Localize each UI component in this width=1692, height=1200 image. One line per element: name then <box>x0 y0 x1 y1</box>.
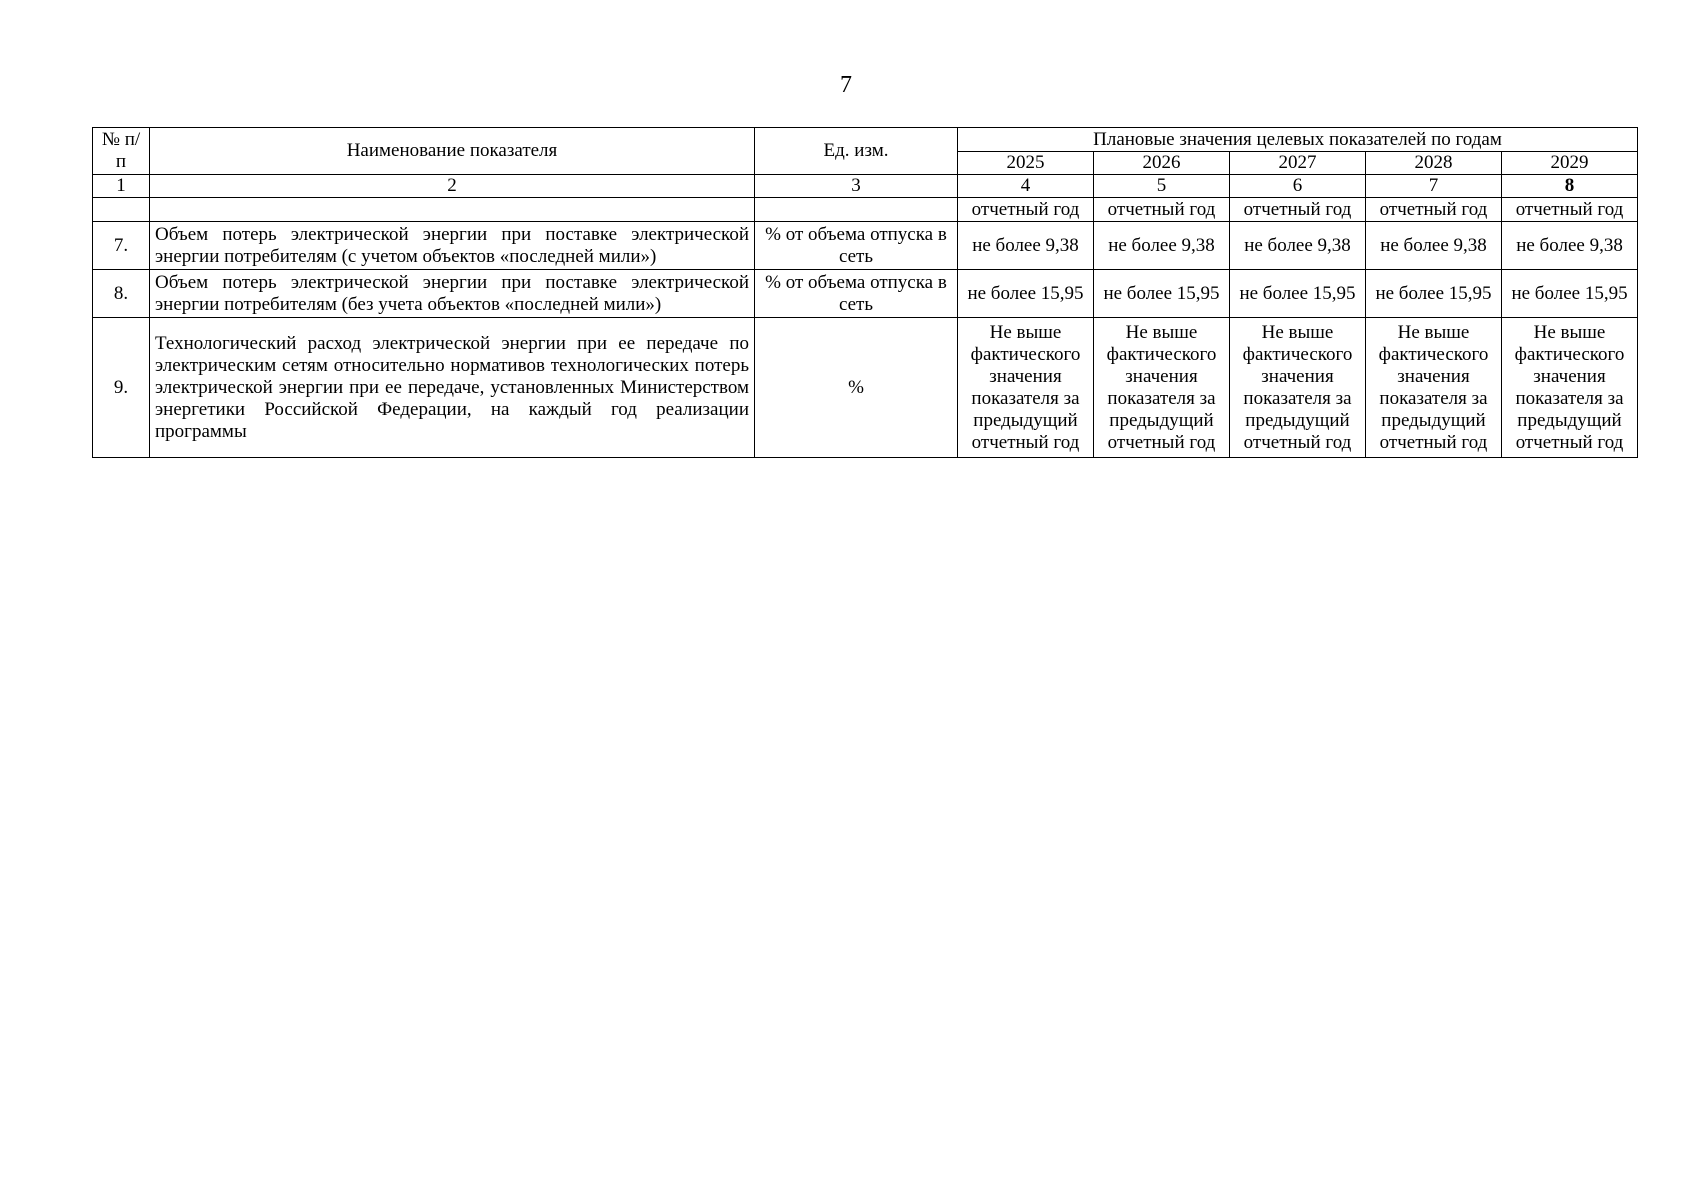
plan-value: не более 9,38 <box>1230 222 1366 270</box>
column-numbers-row <box>93 175 1638 198</box>
plan-value: не более 15,95 <box>1230 270 1366 318</box>
row-number: 8. <box>93 270 150 318</box>
plan-value: не более 15,95 <box>1502 270 1638 318</box>
column-number: 8 <box>1502 175 1638 198</box>
plan-value: Не выше фактического значения показателя за предыдущий отчетный год <box>1094 318 1230 458</box>
header-plan-group: Плановые значения целевых показателей по годам <box>958 128 1638 152</box>
page-number: 7 <box>840 72 852 98</box>
carryover-value: отчетный год <box>958 198 1094 222</box>
header-year: 2025 <box>958 152 1094 175</box>
indicator-name: Объем потерь электрической энергии при поставке электрической энергии потребителям (без учета объектов «последней мили») <box>150 270 755 318</box>
table-row <box>93 318 1638 458</box>
row-number: 7. <box>93 222 150 270</box>
column-number: 5 <box>1094 175 1230 198</box>
column-number: 3 <box>755 175 958 198</box>
plan-value: не более 9,38 <box>1502 222 1638 270</box>
carryover-value: отчетный год <box>1366 198 1502 222</box>
table-row <box>93 270 1638 318</box>
plan-value: не более 15,95 <box>1094 270 1230 318</box>
carryover-row <box>93 198 1638 222</box>
header-year: 2029 <box>1502 152 1638 175</box>
header-name: Наименование показателя <box>150 128 755 175</box>
indicator-name: Объем потерь электрической энергии при поставке электрической энергии потребителям (с учетом объектов «последней мили») <box>150 222 755 270</box>
carryover-empty <box>755 198 958 222</box>
carryover-value: отчетный год <box>1230 198 1366 222</box>
carryover-value: отчетный год <box>1094 198 1230 222</box>
column-number: 4 <box>958 175 1094 198</box>
column-number: 1 <box>93 175 150 198</box>
plan-value: Не выше фактического значения показателя за предыдущий отчетный год <box>1502 318 1638 458</box>
header-year: 2026 <box>1094 152 1230 175</box>
plan-value: Не выше фактического значения показателя за предыдущий отчетный год <box>958 318 1094 458</box>
header-num: № п/п <box>93 128 150 175</box>
table-row <box>93 222 1638 270</box>
column-number: 2 <box>150 175 755 198</box>
indicator-unit: % от объема отпуска в сеть <box>755 222 958 270</box>
row-number: 9. <box>93 318 150 458</box>
column-number: 7 <box>1366 175 1502 198</box>
plan-value: не более 9,38 <box>1094 222 1230 270</box>
carryover-empty <box>93 198 150 222</box>
indicator-name: Технологический расход электрической энергии при ее передаче по электрическим сетям относительно нормативов технологических потерь электрической энергии при ее передаче, установленных Министерством энергетики Российской Федерации, на каждый год реализации программы <box>150 318 755 458</box>
plan-value: не более 15,95 <box>1366 270 1502 318</box>
indicators-table <box>92 127 1638 458</box>
plan-value: Не выше фактического значения показателя за предыдущий отчетный год <box>1366 318 1502 458</box>
header-row <box>93 128 1638 152</box>
plan-value: не более 9,38 <box>1366 222 1502 270</box>
header-unit: Ед. изм. <box>755 128 958 175</box>
indicator-unit: % от объема отпуска в сеть <box>755 270 958 318</box>
plan-value: не более 15,95 <box>958 270 1094 318</box>
carryover-value: отчетный год <box>1502 198 1638 222</box>
plan-value: Не выше фактического значения показателя за предыдущий отчетный год <box>1230 318 1366 458</box>
indicator-unit: % <box>755 318 958 458</box>
header-year: 2028 <box>1366 152 1502 175</box>
plan-value: не более 9,38 <box>958 222 1094 270</box>
column-number: 6 <box>1230 175 1366 198</box>
carryover-empty <box>150 198 755 222</box>
header-year: 2027 <box>1230 152 1366 175</box>
